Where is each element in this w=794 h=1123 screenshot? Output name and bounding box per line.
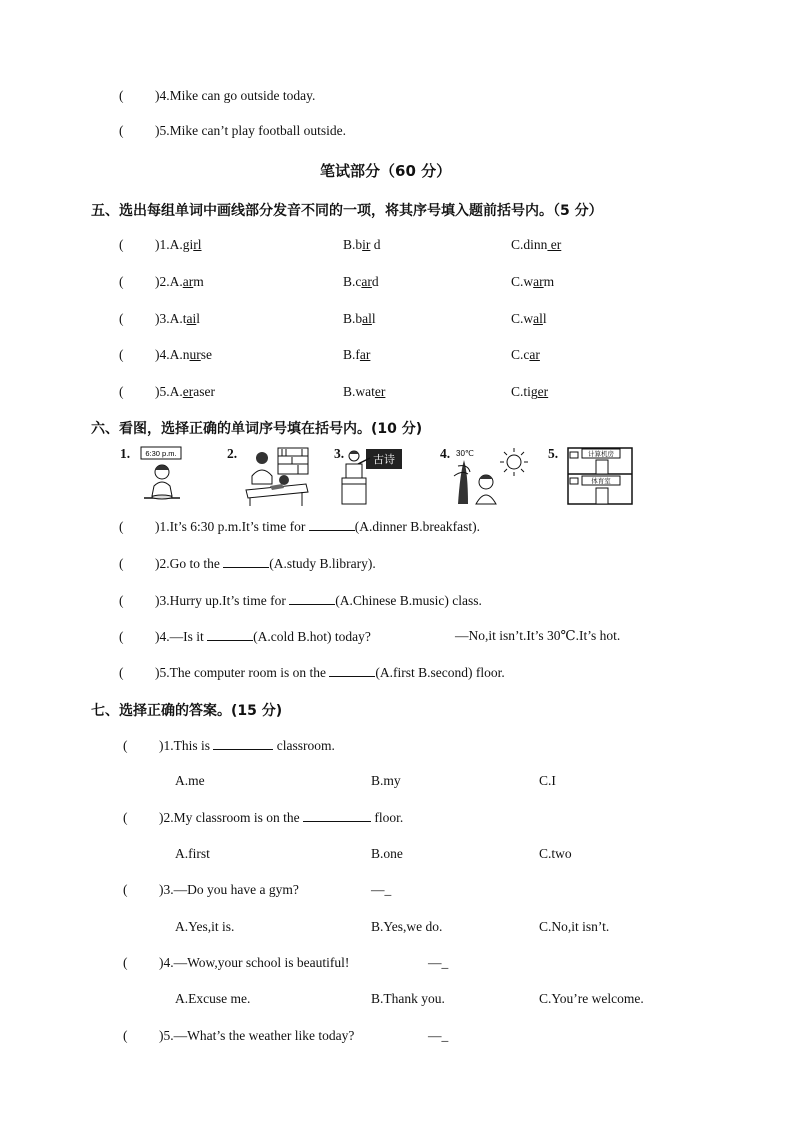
question-row: ( )4.A.nurse [119, 347, 212, 362]
word-part: wat [355, 384, 375, 399]
question-row: ( )3.Hurry up.It’s time for (A.Chinese B.music) class. [119, 593, 482, 608]
word-part: l [542, 311, 547, 326]
question-number: 2 [163, 810, 171, 825]
question-row: ( )2.My classroom is on the floor. [123, 810, 404, 825]
word-part: n [182, 347, 190, 362]
question-text: Go to the [169, 556, 220, 571]
word-part: C. [511, 237, 524, 252]
option-b[interactable] [343, 311, 376, 327]
question-row: ( )5.The computer room is on the (A.first B.second) floor. [119, 665, 505, 680]
answer-bracket[interactable]: ( [119, 311, 124, 326]
fill-blank[interactable] [213, 737, 273, 750]
question-number: 3 [159, 311, 167, 326]
floor2-sign: 计算机房 [588, 450, 614, 458]
word-part: f [355, 347, 360, 362]
fill-blank[interactable] [309, 518, 355, 531]
answer-bracket[interactable]: ( [119, 237, 124, 252]
picture-number: 3. [334, 446, 345, 461]
underlined-letters: er [182, 384, 194, 399]
answer-option[interactable]: C.I [539, 773, 556, 788]
word-part: m [193, 274, 204, 289]
word-part: b [355, 311, 363, 326]
answer-option[interactable]: A.Excuse me. [175, 991, 251, 1006]
question-number: 1 [159, 237, 167, 252]
word-part: l [196, 311, 201, 326]
question-row: ( )1.A.girl [119, 237, 202, 252]
picture-number: 5. [548, 446, 559, 461]
hot-sun-icon [452, 446, 530, 506]
question-number: 1 [163, 738, 171, 753]
answer-bracket[interactable]: ( [119, 384, 124, 399]
question-number: 2 [159, 556, 167, 571]
question-row: ( )3.—Do you have a gym? [123, 882, 299, 897]
word-part: A. [169, 274, 183, 289]
question-row: ( )1.This is classroom. [123, 738, 335, 753]
underlined-letters: ar [533, 274, 544, 289]
answer-bracket[interactable]: ( [123, 810, 128, 825]
word-part: c [355, 274, 362, 289]
question-text: —What’s the weather like today? [173, 1028, 355, 1043]
word-part: dinn [523, 237, 548, 252]
section7-heading: 七、选择正确的答案。(15 分) [91, 703, 283, 719]
underlined-letters: er [547, 237, 562, 252]
choice-text: (A.dinner B.breakfast). [354, 519, 480, 534]
underlined-letters: er [374, 384, 386, 399]
question-text: It’s 6:30 p.m.It’s time for [169, 519, 306, 534]
answer-bracket[interactable]: ( [119, 123, 124, 138]
underlined-letters: ar [182, 274, 194, 289]
answer-bracket[interactable]: ( [119, 274, 124, 289]
answer-bracket[interactable]: ( [123, 955, 128, 970]
picture-number: 1. [120, 446, 131, 461]
temperature-caption: 30℃ [456, 449, 474, 458]
word-part: t [182, 311, 187, 326]
underlined-letters: ar [529, 347, 540, 362]
fill-blank[interactable] [289, 592, 335, 605]
option-b[interactable] [343, 384, 385, 400]
question-row: ( )2.Go to the (A.study B.library). [119, 556, 376, 571]
question-row: ( )5.Mike can’t play football outside. [119, 123, 346, 138]
option-c[interactable] [511, 311, 547, 327]
question-number: 4 [159, 347, 167, 362]
answer-option[interactable]: A.first [175, 846, 210, 861]
underlined-letters: ur [189, 347, 201, 362]
question-text: —Is it [169, 629, 204, 644]
question-row: ( )4.Mike can go outside today. [119, 88, 316, 103]
library-reading-icon [244, 446, 310, 506]
teacher-blackboard-icon [338, 446, 404, 506]
section5-heading: 五、选出每组单词中画线部分发音不同的一项，将其序号填入题前括号内。（5 分） [91, 203, 603, 219]
question-row: ( )3.A.tail [119, 311, 201, 326]
word-part: C. [511, 274, 524, 289]
choice-text: (A.first B.second) floor. [375, 665, 505, 680]
question-row: ( )4.—Is it (A.cold B.hot) today? [119, 629, 371, 644]
word-part: C. [511, 384, 524, 399]
word-part: w [523, 311, 534, 326]
underlined-letters: ir [362, 237, 371, 252]
question-text: Hurry up.It’s time for [169, 593, 286, 608]
word-part: l [371, 311, 376, 326]
word-part: B. [343, 384, 356, 399]
choice-text: (A.study B.library). [269, 556, 376, 571]
question-row: ( )2.A.arm [119, 274, 204, 289]
answer-bracket[interactable]: ( [123, 882, 128, 897]
answer-option[interactable]: C.two [539, 846, 572, 861]
answer-option[interactable]: B.Yes,we do. [371, 919, 443, 934]
choice-text: (A.Chinese B.music) class. [335, 593, 482, 608]
question-text-end: classroom. [276, 738, 335, 753]
fill-blank[interactable] [329, 664, 375, 677]
question-text-end: floor. [374, 810, 404, 825]
word-part: c [523, 347, 530, 362]
word-part: A. [169, 384, 183, 399]
word-part: B. [343, 311, 356, 326]
reply-blank[interactable]: —_ [371, 882, 392, 897]
answer-option[interactable]: A.me [175, 773, 205, 788]
word-part: gi [182, 237, 194, 252]
word-part: B. [343, 237, 356, 252]
clock-caption: 6:30 p.m. [145, 449, 177, 458]
word-part: A. [169, 311, 183, 326]
answer-option[interactable]: C.No,it isn’t. [539, 919, 610, 934]
answer-option[interactable]: B.Thank you. [371, 991, 445, 1006]
word-part: aser [193, 384, 215, 399]
word-part: C. [511, 311, 524, 326]
blackboard-caption: 古诗 [373, 453, 395, 466]
question-number: 2 [159, 274, 167, 289]
answer-bracket[interactable]: ( [119, 593, 124, 608]
answer-bracket[interactable]: ( [119, 88, 124, 103]
fill-blank[interactable] [223, 555, 269, 568]
girl-eating-clock-icon [140, 446, 182, 506]
underlined-letters: er [537, 384, 549, 399]
underlined-letters: rl [193, 237, 202, 252]
answer-text: —No,it isn’t.It’s 30℃.It’s hot. [455, 628, 621, 643]
question-number: 5 [159, 665, 167, 680]
fill-blank[interactable] [303, 809, 371, 822]
question-row: ( )1.It’s 6:30 p.m.It’s time for (A.dinner B.breakfast). [119, 519, 480, 534]
reply-blank[interactable]: —_ [428, 955, 449, 970]
option-b[interactable] [343, 347, 370, 363]
picture-number: 2. [227, 446, 238, 461]
underlined-letters: ar [359, 347, 371, 362]
question-row: ( )4.—Wow,your school is beautiful! [123, 955, 350, 970]
floor1-sign: 体育室 [591, 477, 611, 485]
question-text: This is [173, 738, 211, 753]
option-c[interactable] [511, 237, 561, 253]
word-part: B. [343, 347, 356, 362]
word-part: B. [343, 274, 356, 289]
answer-bracket[interactable]: ( [119, 556, 124, 571]
word-part: A. [169, 237, 183, 252]
option-c[interactable] [511, 274, 554, 290]
written-part-title: 笔试部分（60 分） [320, 162, 452, 180]
question-number: 1 [159, 519, 167, 534]
word-part: w [523, 274, 534, 289]
answer-bracket[interactable]: ( [119, 347, 124, 362]
underlined-letters: ai [186, 311, 197, 326]
question-number: 3 [159, 593, 167, 608]
section6-heading: 六、看图，选择正确的单词序号填在括号内。(10 分) [91, 421, 423, 437]
word-part: A. [169, 347, 183, 362]
question-number: 5 [163, 1028, 171, 1043]
question-number: 5 [159, 384, 167, 399]
word-part: C. [511, 347, 524, 362]
answer-bracket[interactable]: ( [119, 629, 124, 644]
word-part: d [371, 274, 379, 289]
answer-bracket[interactable]: ( [119, 665, 124, 680]
answer-option[interactable]: B.one [371, 846, 403, 861]
answer-bracket[interactable]: ( [123, 738, 128, 753]
word-part: b [355, 237, 363, 252]
question-text: My classroom is on the [173, 810, 300, 825]
answer-option[interactable]: B.my [371, 773, 401, 788]
question-row: ( )5.A.eraser [119, 384, 215, 399]
reply-blank[interactable]: —_ [428, 1028, 449, 1043]
question-number: 4 [159, 629, 167, 644]
word-part: d [370, 237, 381, 252]
question-text: The computer room is on the [169, 665, 326, 680]
underlined-letters: al [533, 311, 543, 326]
underlined-letters: ar [361, 274, 372, 289]
answer-option[interactable]: A.Yes,it is. [175, 919, 235, 934]
picture-number: 4. [440, 446, 451, 461]
word-part: se [200, 347, 212, 362]
question-text: —Wow,your school is beautiful! [173, 955, 350, 970]
choice-text: (A.cold B.hot) today? [253, 629, 371, 644]
question-number: 3 [163, 882, 171, 897]
option-c[interactable] [511, 347, 540, 363]
question-row: ( )5.—What’s the weather like today? [123, 1028, 355, 1043]
word-part: tig [523, 384, 538, 399]
option-b[interactable] [343, 237, 381, 253]
building-floors-icon [566, 446, 634, 506]
fill-blank[interactable] [207, 628, 253, 641]
answer-bracket[interactable]: ( [123, 1028, 128, 1043]
word-part: m [543, 274, 555, 289]
question-number: 4 [163, 955, 171, 970]
answer-bracket[interactable]: ( [119, 519, 124, 534]
question-text: —Do you have a gym? [173, 882, 299, 897]
option-b[interactable] [343, 274, 379, 290]
underlined-letters: al [362, 311, 372, 326]
answer-option[interactable]: C.You’re welcome. [539, 991, 644, 1006]
option-c[interactable] [511, 384, 548, 400]
